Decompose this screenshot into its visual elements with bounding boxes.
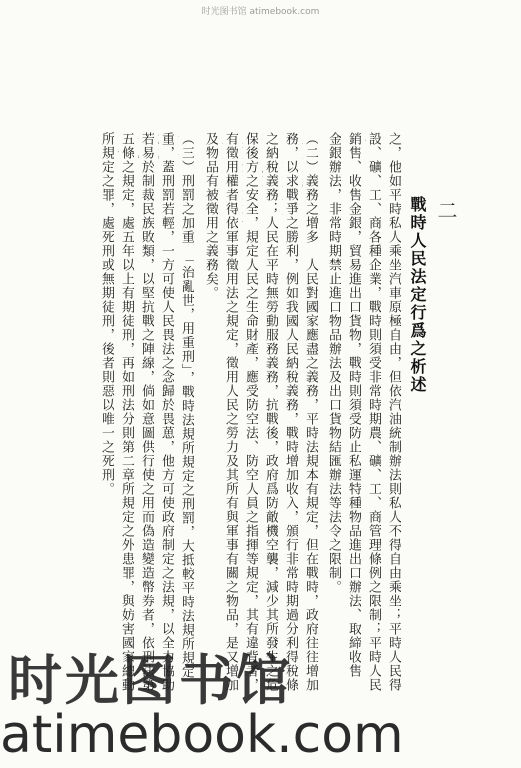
text-column: （三）刑罰之加重 「治亂世，用重刑」，戰時法規所規定之刑罰，大抵較平時法規所規定: [179, 132, 194, 679]
text-column: 五條之規定，處五年以上有期徒刑，再如刑法分則第二章所規定之外患罪，與妨害國家總動: [119, 132, 134, 692]
text-column: （二）義務之增多 人民對國家應盡之義務，平時法規本有規定，但在戰時，政府往往增加: [303, 132, 318, 692]
text-column: 所規定之罪，處死刑或無期徒刑，後者則惡以唯一之死刑。: [99, 132, 114, 496]
text-column: 銷售、收售金銀，貿易進出口貨物，戰時則須受防止私運特種物品進出口辦法、取締收售: [346, 132, 361, 678]
watermark-url: atimebook.com: [0, 705, 404, 765]
section-title: 戰時人民法定行爲之析述: [408, 196, 427, 394]
text-column: 保後方之安全，規定人民之生命財產，應受防空法、防空人員之指揮等規定，其有違背者，: [243, 132, 258, 692]
text-column: 金銀辦法，非常時期禁止進口物品辦法及出口貨物結匯辦法等法令之限制。: [326, 132, 341, 594]
text-column: 重，蓋刑罰若輕，一方可使人民畏法之念歸於畏葸，他方可使政府制定之法規，以全力協助: [159, 132, 174, 692]
text-column: 及物品有被徵用之義務矣。: [203, 132, 218, 300]
page-number: 二: [434, 200, 458, 220]
text-column: 有徵用權者得依軍事徵用法之規定，徵用人民之勞力及其所有與軍事有關之物品，是又增加: [223, 132, 238, 692]
text-column: 務，以求戰爭之勝利，例如我國人民納稅義務，戰時增加收入，頒行非常時期過分利得稅條: [283, 132, 298, 692]
text-column: 設、礦、工、商各種企業，戰時則須受非常時期農、礦、工、商管理條例之限制；平時人民: [366, 132, 381, 692]
site-url-header: 时光图书馆 atimebook.com: [201, 7, 320, 17]
text-column: 若易於制裁民族敗類，以堅抗戰之陣線，倘如意圖供行使之用而偽造變造幣券者，依刑法第: [139, 132, 154, 692]
text-column: 之，他如平時私人乘坐汽車原極自由，但依汽油統制辦法則私人不得自由乘坐；平時人民得: [386, 132, 401, 692]
watermark-chinese: 时光图书馆: [8, 649, 293, 712]
text-column: 之納稅義務；人民在平時無勞動服務義務，抗戰後，政府爲防敵機空襲，減少其所發生之危: [263, 132, 278, 692]
